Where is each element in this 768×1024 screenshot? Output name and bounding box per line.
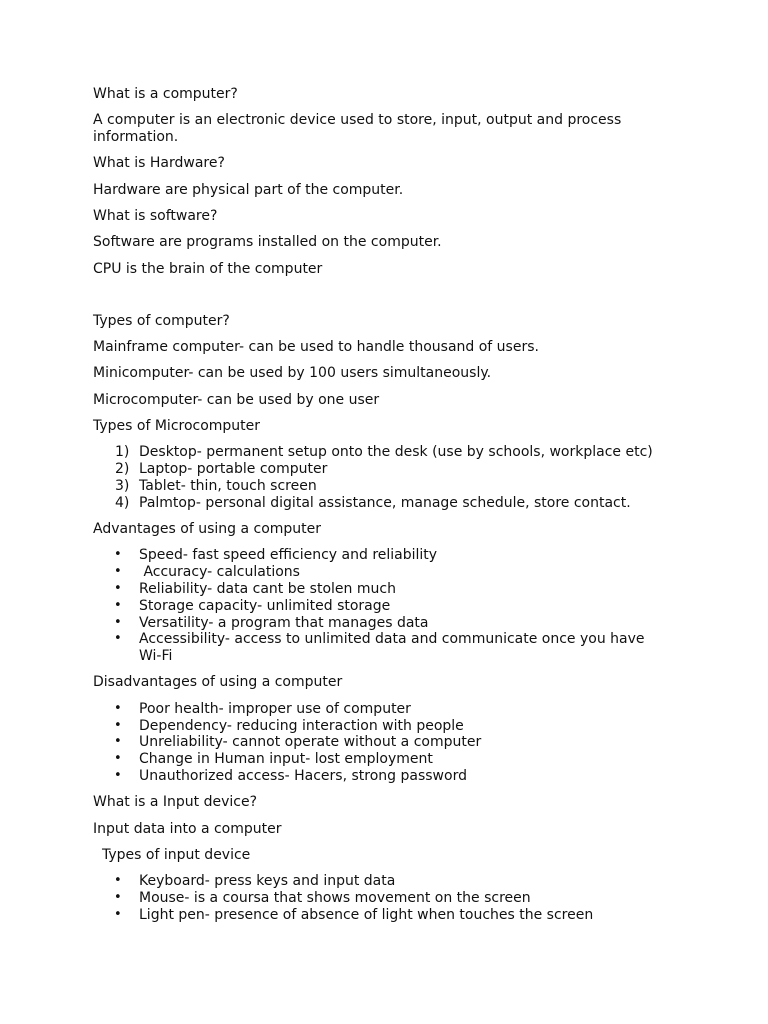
bullet-icon: • [114, 889, 122, 905]
list-item [93, 495, 668, 512]
input-types-heading: Types of input device [102, 846, 251, 863]
answer-software: Software are programs installed on the computer. [93, 234, 442, 251]
list-item-text: Palmtop- personal digital assistance, manage schedule, store contact. [139, 494, 631, 511]
input-devices-list [93, 873, 668, 923]
list-item [93, 907, 668, 924]
micro-types-list [93, 444, 668, 511]
list-number: 4) [115, 494, 130, 511]
list-item [93, 564, 668, 581]
bullet-icon: • [114, 734, 122, 750]
minicomputer-text: Minicomputer- can be used by 100 users simultaneously. [93, 365, 492, 382]
list-item [93, 873, 668, 890]
list-item [93, 444, 668, 461]
list-item [93, 751, 668, 768]
bullet-icon: • [114, 614, 122, 630]
bullet-icon: • [114, 631, 122, 647]
bullet-icon: • [114, 906, 122, 922]
list-item-text: Poor health- improper use of computer [139, 700, 411, 717]
list-item-text: Dependency- reducing interaction with people [139, 717, 464, 734]
list-number: 2) [115, 461, 130, 478]
list-item-text: Speed- fast speed efficiency and reliability [139, 547, 438, 564]
answer-computer: A computer is an electronic device used to store, input, output and process information. [93, 112, 622, 146]
list-number: 1) [115, 444, 130, 461]
list-item-text: Unreliability- cannot operate without a computer [139, 734, 482, 751]
micro-types-heading: Types of Microcomputer [93, 418, 261, 435]
list-item [93, 701, 668, 718]
disadvantages-list [93, 701, 668, 785]
list-item-text: Desktop- permanent setup onto the desk (use by schools, workplace etc) [139, 444, 653, 461]
answer-hardware: Hardware are physical part of the computer. [93, 181, 404, 198]
list-item [93, 890, 668, 907]
bullet-icon: • [114, 597, 122, 613]
question-computer: What is a computer? [93, 86, 238, 102]
list-number: 3) [115, 477, 130, 494]
list-item [93, 581, 668, 598]
bullet-icon: • [114, 700, 122, 716]
list-item [93, 461, 668, 478]
question-input-device: What is a Input device? [93, 794, 258, 811]
list-item-text: Reliability- data cant be stolen much [139, 580, 396, 597]
list-item [93, 631, 668, 665]
disadvantages-heading: Disadvantages of using a computer [93, 674, 343, 691]
bullet-icon: • [114, 580, 122, 596]
list-item-text: Accessibility- access to unlimited data and communicate once you have Wi-Fi [139, 631, 645, 665]
list-item-text: Unauthorized access- Hacers, strong password [139, 767, 467, 784]
question-hardware: What is Hardware? [93, 155, 225, 172]
list-item-text: Light pen- presence of absence of light when touches the screen [139, 906, 594, 923]
list-item-text: Mouse- is a coursa that shows movement on the screen [139, 889, 531, 906]
bullet-icon: • [114, 873, 122, 889]
blank-line [93, 287, 768, 313]
mainframe-text: Mainframe computer- can be used to handle thousand of users. [93, 339, 539, 356]
list-item-text: Versatility- a program that manages data [139, 614, 429, 631]
list-item [93, 547, 668, 564]
list-item [93, 598, 668, 615]
types-heading: Types of computer? [93, 312, 230, 329]
advantages-heading: Advantages of using a computer [93, 521, 322, 538]
list-item-text: Laptop- portable computer [139, 461, 328, 478]
advantages-list [93, 547, 668, 665]
list-item-text: Tablet- thin, touch screen [139, 477, 317, 494]
answer-input-device: Input data into a computer [93, 820, 282, 837]
bullet-icon: • [114, 751, 122, 767]
bullet-icon: • [114, 547, 122, 563]
list-item-text: Storage capacity- unlimited storage [139, 597, 391, 614]
list-item-text: Keyboard- press keys and input data [139, 873, 396, 890]
list-item-text: Accuracy- calculations [139, 564, 300, 581]
list-item-text: Change in Human input- lost employment [139, 751, 433, 768]
bullet-icon: • [114, 767, 122, 783]
bullet-icon: • [114, 717, 122, 733]
question-software: What is software? [93, 207, 218, 224]
microcomputer-text: Microcomputer- can be used by one user [93, 391, 380, 408]
list-item [93, 478, 668, 495]
list-item [93, 768, 668, 785]
list-item [93, 615, 668, 632]
cpu-statement: CPU is the brain of the computer [93, 260, 323, 277]
bullet-icon: • [114, 564, 122, 580]
list-item [93, 718, 668, 735]
list-item [93, 734, 668, 751]
